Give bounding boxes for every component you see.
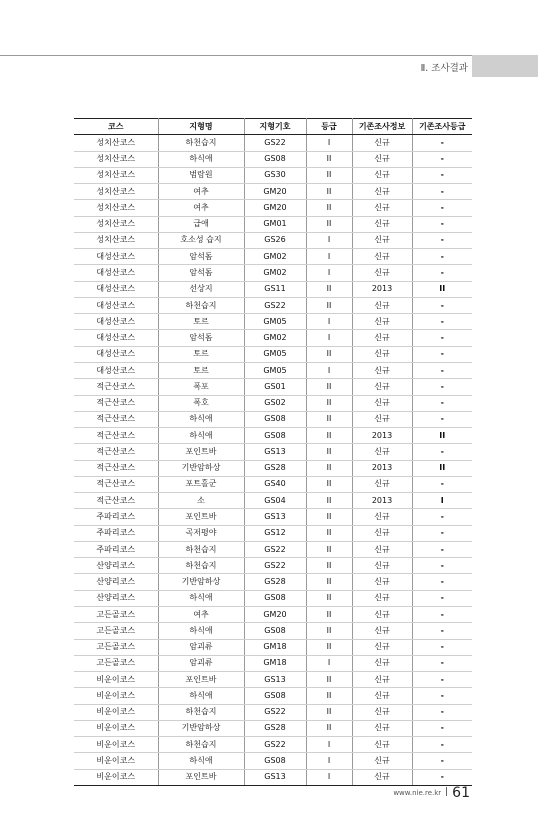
landform-survey-table xyxy=(74,118,472,786)
cell-landform-code: GS08 xyxy=(244,428,306,444)
cell-previous-grade: - xyxy=(412,623,472,639)
cell-landform-name: 여추 xyxy=(158,200,244,216)
table-row xyxy=(74,184,472,200)
table-row xyxy=(74,330,472,346)
cell-grade: I xyxy=(306,314,352,330)
cell-course: 주파리코스 xyxy=(74,509,158,525)
cell-landform-code: GS04 xyxy=(244,493,306,509)
cell-landform-name: 하식애 xyxy=(158,590,244,606)
cell-landform-name: 기반암하상 xyxy=(158,574,244,590)
cell-previous-grade: - xyxy=(412,411,472,427)
cell-course: 비운이코스 xyxy=(74,737,158,753)
cell-landform-name: 토르 xyxy=(158,346,244,362)
cell-previous-survey: 신규 xyxy=(352,541,412,557)
cell-previous-grade: - xyxy=(412,558,472,574)
cell-landform-code: GS13 xyxy=(244,769,306,785)
cell-grade: II xyxy=(306,444,352,460)
cell-course: 적근산코스 xyxy=(74,411,158,427)
table-row xyxy=(74,558,472,574)
cell-previous-survey: 신규 xyxy=(352,688,412,704)
cell-grade: I xyxy=(306,232,352,248)
table-row xyxy=(74,411,472,427)
cell-landform-code: GS28 xyxy=(244,574,306,590)
cell-previous-grade: - xyxy=(412,655,472,671)
cell-landform-code: GS22 xyxy=(244,135,306,151)
cell-landform-name: 하천습지 xyxy=(158,704,244,720)
cell-landform-name: 토르 xyxy=(158,314,244,330)
column-header-grade: 등급 xyxy=(306,119,352,135)
cell-landform-code: GS26 xyxy=(244,232,306,248)
cell-grade: II xyxy=(306,167,352,183)
cell-landform-name: 암석돔 xyxy=(158,265,244,281)
cell-landform-code: GS01 xyxy=(244,379,306,395)
cell-previous-survey: 신규 xyxy=(352,476,412,492)
cell-landform-code: GS08 xyxy=(244,151,306,167)
cell-landform-name: 하천습지 xyxy=(158,737,244,753)
cell-previous-grade: - xyxy=(412,362,472,378)
cell-landform-code: GM20 xyxy=(244,200,306,216)
cell-grade: I xyxy=(306,753,352,769)
cell-grade: I xyxy=(306,135,352,151)
cell-course: 산양리코스 xyxy=(74,590,158,606)
cell-previous-grade: - xyxy=(412,444,472,460)
cell-landform-code: GS40 xyxy=(244,476,306,492)
cell-grade: II xyxy=(306,428,352,444)
cell-grade: II xyxy=(306,720,352,736)
cell-landform-name: 하식애 xyxy=(158,623,244,639)
table-header-row xyxy=(74,119,472,135)
cell-grade: II xyxy=(306,379,352,395)
cell-landform-name: 하식애 xyxy=(158,753,244,769)
header-rule xyxy=(0,55,472,56)
table-row xyxy=(74,525,472,541)
cell-grade: I xyxy=(306,249,352,265)
cell-landform-code: GS28 xyxy=(244,460,306,476)
cell-previous-grade: - xyxy=(412,606,472,622)
cell-landform-code: GS13 xyxy=(244,509,306,525)
cell-landform-name: 하천습지 xyxy=(158,558,244,574)
table-row xyxy=(74,444,472,460)
column-header-previous-grade: 기존조사등급 xyxy=(412,119,472,135)
cell-landform-code: GM05 xyxy=(244,346,306,362)
cell-course: 대성산코스 xyxy=(74,330,158,346)
table-row xyxy=(74,167,472,183)
cell-previous-survey: 신규 xyxy=(352,655,412,671)
section-tab xyxy=(472,55,538,77)
cell-course: 비운이코스 xyxy=(74,704,158,720)
table-row xyxy=(74,297,472,313)
cell-grade: II xyxy=(306,476,352,492)
table-row xyxy=(74,314,472,330)
cell-course: 대성산코스 xyxy=(74,297,158,313)
cell-landform-name: 포트홀군 xyxy=(158,476,244,492)
cell-previous-survey: 신규 xyxy=(352,395,412,411)
cell-landform-name: 하천습지 xyxy=(158,135,244,151)
cell-course: 비운이코스 xyxy=(74,769,158,785)
column-header-previous-survey: 기존조사정보 xyxy=(352,119,412,135)
cell-course: 적근산코스 xyxy=(74,493,158,509)
table-row xyxy=(74,541,472,557)
cell-course: 비운이코스 xyxy=(74,688,158,704)
cell-landform-code: GM18 xyxy=(244,639,306,655)
cell-course: 고든골코스 xyxy=(74,639,158,655)
cell-previous-grade: - xyxy=(412,151,472,167)
cell-previous-grade: - xyxy=(412,509,472,525)
cell-previous-grade: - xyxy=(412,379,472,395)
table-row xyxy=(74,232,472,248)
cell-previous-survey: 신규 xyxy=(352,167,412,183)
cell-previous-survey: 신규 xyxy=(352,590,412,606)
table-row xyxy=(74,574,472,590)
cell-previous-grade: II xyxy=(412,428,472,444)
cell-previous-survey: 신규 xyxy=(352,720,412,736)
table-row xyxy=(74,623,472,639)
table-body xyxy=(74,135,472,786)
cell-grade: II xyxy=(306,558,352,574)
cell-previous-grade: - xyxy=(412,769,472,785)
table-row xyxy=(74,460,472,476)
cell-landform-code: GM02 xyxy=(244,249,306,265)
cell-previous-survey: 신규 xyxy=(352,704,412,720)
cell-grade: II xyxy=(306,704,352,720)
cell-course: 산양리코스 xyxy=(74,574,158,590)
cell-landform-name: 포인트바 xyxy=(158,509,244,525)
column-header-landform-code: 지형기호 xyxy=(244,119,306,135)
table-row xyxy=(74,135,472,151)
cell-previous-grade: - xyxy=(412,737,472,753)
page-number: 61 xyxy=(452,785,470,801)
cell-course: 대성산코스 xyxy=(74,265,158,281)
cell-landform-code: GS22 xyxy=(244,558,306,574)
table-row xyxy=(74,509,472,525)
table-row xyxy=(74,606,472,622)
table-row xyxy=(74,704,472,720)
cell-previous-survey: 신규 xyxy=(352,574,412,590)
cell-course: 적근산코스 xyxy=(74,460,158,476)
cell-landform-name: 하천습지 xyxy=(158,541,244,557)
footer-divider xyxy=(446,787,447,796)
cell-landform-name: 하식애 xyxy=(158,688,244,704)
cell-previous-survey: 신규 xyxy=(352,525,412,541)
cell-previous-grade: - xyxy=(412,395,472,411)
cell-course: 고든골코스 xyxy=(74,655,158,671)
cell-landform-name: 하식애 xyxy=(158,428,244,444)
cell-landform-name: 암괴류 xyxy=(158,655,244,671)
cell-previous-grade: - xyxy=(412,314,472,330)
table-row xyxy=(74,672,472,688)
table-row xyxy=(74,362,472,378)
cell-previous-grade: - xyxy=(412,167,472,183)
table-row xyxy=(74,151,472,167)
table-row xyxy=(74,737,472,753)
cell-course: 성치산코스 xyxy=(74,232,158,248)
cell-grade: I xyxy=(306,769,352,785)
cell-grade: I xyxy=(306,655,352,671)
cell-landform-name: 포인트바 xyxy=(158,769,244,785)
cell-previous-grade: - xyxy=(412,297,472,313)
cell-previous-survey: 신규 xyxy=(352,623,412,639)
cell-landform-name: 하천습지 xyxy=(158,297,244,313)
cell-previous-survey: 신규 xyxy=(352,151,412,167)
cell-course: 비운이코스 xyxy=(74,753,158,769)
page-footer xyxy=(0,780,470,801)
column-header-course: 코스 xyxy=(74,119,158,135)
table-row xyxy=(74,379,472,395)
cell-landform-name: 폭포 xyxy=(158,379,244,395)
cell-landform-name: 하식애 xyxy=(158,151,244,167)
cell-course: 적근산코스 xyxy=(74,395,158,411)
cell-previous-survey: 신규 xyxy=(352,346,412,362)
cell-previous-survey: 신규 xyxy=(352,330,412,346)
cell-landform-code: GS02 xyxy=(244,395,306,411)
table-row xyxy=(74,753,472,769)
cell-previous-survey: 신규 xyxy=(352,314,412,330)
cell-course: 성치산코스 xyxy=(74,200,158,216)
cell-landform-name: 곡저평야 xyxy=(158,525,244,541)
cell-course: 대성산코스 xyxy=(74,314,158,330)
cell-previous-survey: 신규 xyxy=(352,606,412,622)
table-row xyxy=(74,428,472,444)
cell-previous-survey: 2013 xyxy=(352,493,412,509)
cell-grade: II xyxy=(306,184,352,200)
cell-grade: II xyxy=(306,509,352,525)
cell-previous-grade: - xyxy=(412,330,472,346)
cell-grade: II xyxy=(306,525,352,541)
cell-previous-survey: 신규 xyxy=(352,200,412,216)
cell-previous-grade: - xyxy=(412,720,472,736)
cell-previous-survey: 신규 xyxy=(352,444,412,460)
cell-previous-grade: II xyxy=(412,460,472,476)
cell-course: 적근산코스 xyxy=(74,444,158,460)
cell-previous-grade: - xyxy=(412,135,472,151)
cell-course: 대성산코스 xyxy=(74,281,158,297)
cell-previous-grade: - xyxy=(412,753,472,769)
cell-course: 성치산코스 xyxy=(74,167,158,183)
cell-grade: I xyxy=(306,330,352,346)
cell-previous-grade: - xyxy=(412,346,472,362)
cell-course: 적근산코스 xyxy=(74,476,158,492)
cell-course: 주파리코스 xyxy=(74,541,158,557)
cell-grade: I xyxy=(306,362,352,378)
cell-previous-survey: 신규 xyxy=(352,558,412,574)
cell-previous-survey: 신규 xyxy=(352,753,412,769)
cell-landform-name: 하식애 xyxy=(158,411,244,427)
cell-landform-code: GS22 xyxy=(244,541,306,557)
cell-course: 성치산코스 xyxy=(74,184,158,200)
cell-grade: II xyxy=(306,395,352,411)
cell-course: 대성산코스 xyxy=(74,362,158,378)
cell-previous-grade: - xyxy=(412,704,472,720)
cell-previous-survey: 2013 xyxy=(352,460,412,476)
cell-landform-name: 폭호 xyxy=(158,395,244,411)
cell-grade: II xyxy=(306,574,352,590)
cell-previous-grade: - xyxy=(412,249,472,265)
cell-previous-grade: - xyxy=(412,200,472,216)
cell-previous-survey: 신규 xyxy=(352,362,412,378)
column-header-landform-name: 지형명 xyxy=(158,119,244,135)
cell-landform-code: GM01 xyxy=(244,216,306,232)
cell-grade: II xyxy=(306,688,352,704)
cell-landform-code: GS08 xyxy=(244,623,306,639)
table-row xyxy=(74,639,472,655)
cell-previous-survey: 신규 xyxy=(352,297,412,313)
table-row xyxy=(74,590,472,606)
cell-landform-name: 암석돔 xyxy=(158,330,244,346)
cell-previous-grade: - xyxy=(412,688,472,704)
cell-previous-grade: - xyxy=(412,574,472,590)
cell-previous-grade: - xyxy=(412,590,472,606)
cell-previous-survey: 신규 xyxy=(352,216,412,232)
table-row xyxy=(74,216,472,232)
table-row xyxy=(74,281,472,297)
cell-landform-code: GM05 xyxy=(244,362,306,378)
cell-landform-code: GS08 xyxy=(244,590,306,606)
cell-previous-survey: 신규 xyxy=(352,509,412,525)
cell-landform-name: 여추 xyxy=(158,606,244,622)
cell-landform-code: GS22 xyxy=(244,297,306,313)
cell-previous-survey: 신규 xyxy=(352,265,412,281)
cell-course: 성치산코스 xyxy=(74,216,158,232)
footer-website: www.nie.re.kr xyxy=(393,789,442,797)
cell-previous-survey: 2013 xyxy=(352,428,412,444)
cell-landform-code: GM05 xyxy=(244,314,306,330)
cell-grade: I xyxy=(306,737,352,753)
cell-course: 고든골코스 xyxy=(74,623,158,639)
table-row xyxy=(74,200,472,216)
cell-previous-grade: - xyxy=(412,541,472,557)
cell-previous-grade: - xyxy=(412,265,472,281)
cell-landform-name: 급애 xyxy=(158,216,244,232)
cell-landform-code: GS11 xyxy=(244,281,306,297)
cell-landform-code: GS12 xyxy=(244,525,306,541)
cell-course: 대성산코스 xyxy=(74,249,158,265)
cell-landform-name: 기반암하상 xyxy=(158,460,244,476)
cell-grade: II xyxy=(306,411,352,427)
cell-grade: II xyxy=(306,460,352,476)
cell-landform-code: GM02 xyxy=(244,265,306,281)
cell-landform-code: GS28 xyxy=(244,720,306,736)
table-row xyxy=(74,655,472,671)
cell-landform-code: GM20 xyxy=(244,606,306,622)
cell-landform-code: GM02 xyxy=(244,330,306,346)
cell-previous-survey: 신규 xyxy=(352,639,412,655)
cell-grade: II xyxy=(306,606,352,622)
table-row xyxy=(74,395,472,411)
cell-landform-name: 기반암하상 xyxy=(158,720,244,736)
cell-grade: II xyxy=(306,216,352,232)
cell-previous-grade: - xyxy=(412,232,472,248)
cell-grade: I xyxy=(306,265,352,281)
cell-grade: II xyxy=(306,281,352,297)
table-row xyxy=(74,265,472,281)
cell-course: 산양리코스 xyxy=(74,558,158,574)
cell-landform-code: GM18 xyxy=(244,655,306,671)
cell-landform-code: GS08 xyxy=(244,411,306,427)
cell-previous-grade: I xyxy=(412,493,472,509)
cell-previous-survey: 신규 xyxy=(352,184,412,200)
cell-previous-survey: 신규 xyxy=(352,672,412,688)
cell-landform-name: 암석돔 xyxy=(158,249,244,265)
table-row xyxy=(74,720,472,736)
cell-grade: II xyxy=(306,639,352,655)
cell-previous-survey: 신규 xyxy=(352,411,412,427)
cell-previous-grade: - xyxy=(412,216,472,232)
table-row xyxy=(74,493,472,509)
cell-grade: II xyxy=(306,151,352,167)
cell-landform-code: GM20 xyxy=(244,184,306,200)
cell-course: 성치산코스 xyxy=(74,151,158,167)
table-row xyxy=(74,688,472,704)
table-row xyxy=(74,249,472,265)
cell-landform-code: GS08 xyxy=(244,688,306,704)
cell-previous-grade: - xyxy=(412,672,472,688)
cell-landform-code: GS22 xyxy=(244,704,306,720)
cell-previous-grade: - xyxy=(412,476,472,492)
cell-landform-code: GS08 xyxy=(244,753,306,769)
table-row xyxy=(74,476,472,492)
cell-grade: II xyxy=(306,672,352,688)
cell-landform-name: 토르 xyxy=(158,362,244,378)
cell-landform-name: 호소성 습지 xyxy=(158,232,244,248)
cell-course: 성치산코스 xyxy=(74,135,158,151)
cell-previous-survey: 신규 xyxy=(352,379,412,395)
cell-course: 비운이코스 xyxy=(74,672,158,688)
cell-previous-grade: - xyxy=(412,639,472,655)
cell-landform-name: 선상지 xyxy=(158,281,244,297)
cell-grade: II xyxy=(306,590,352,606)
cell-landform-name: 여추 xyxy=(158,184,244,200)
cell-grade: II xyxy=(306,200,352,216)
cell-grade: II xyxy=(306,493,352,509)
cell-previous-survey: 신규 xyxy=(352,737,412,753)
cell-grade: II xyxy=(306,541,352,557)
cell-course: 고든골코스 xyxy=(74,606,158,622)
cell-course: 비운이코스 xyxy=(74,720,158,736)
cell-previous-survey: 신규 xyxy=(352,232,412,248)
cell-landform-code: GS30 xyxy=(244,167,306,183)
cell-landform-name: 포인트바 xyxy=(158,672,244,688)
cell-previous-grade: - xyxy=(412,184,472,200)
section-title: Ⅱ. 조사결과 xyxy=(420,63,468,74)
cell-landform-code: GS22 xyxy=(244,737,306,753)
cell-previous-survey: 2013 xyxy=(352,281,412,297)
cell-previous-survey: 신규 xyxy=(352,249,412,265)
cell-grade: II xyxy=(306,623,352,639)
cell-course: 적근산코스 xyxy=(74,379,158,395)
cell-landform-code: GS13 xyxy=(244,672,306,688)
cell-course: 적근산코스 xyxy=(74,428,158,444)
cell-previous-grade: II xyxy=(412,281,472,297)
cell-landform-code: GS13 xyxy=(244,444,306,460)
cell-course: 주파리코스 xyxy=(74,525,158,541)
cell-previous-survey: 신규 xyxy=(352,769,412,785)
cell-landform-name: 암괴류 xyxy=(158,639,244,655)
cell-landform-name: 소 xyxy=(158,493,244,509)
cell-landform-name: 범람원 xyxy=(158,167,244,183)
table-row xyxy=(74,346,472,362)
cell-landform-name: 포인트바 xyxy=(158,444,244,460)
cell-previous-grade: - xyxy=(412,525,472,541)
cell-grade: II xyxy=(306,297,352,313)
cell-grade: II xyxy=(306,346,352,362)
cell-previous-survey: 신규 xyxy=(352,135,412,151)
cell-course: 대성산코스 xyxy=(74,346,158,362)
